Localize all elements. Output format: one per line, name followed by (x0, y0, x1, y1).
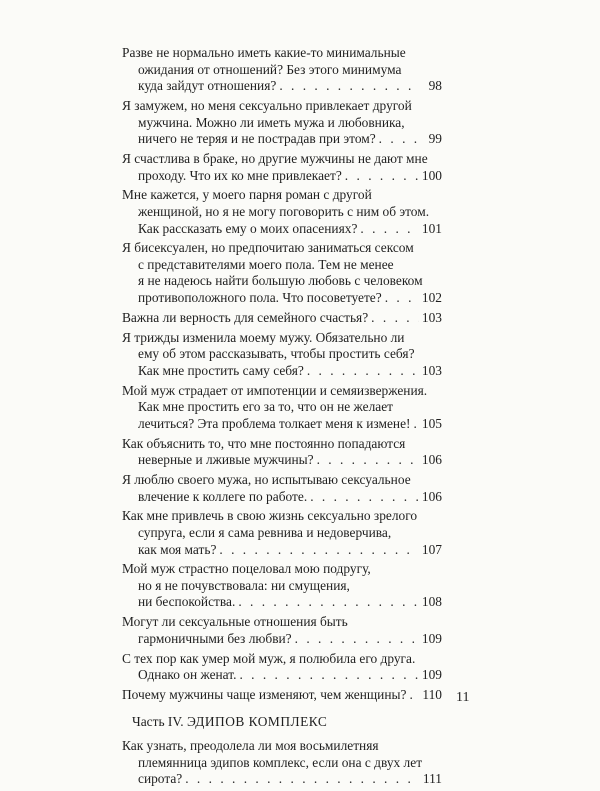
toc-page-number: 106 (421, 452, 442, 468)
toc-entry-text: Важна ли верность для семейного счастья? (122, 309, 369, 325)
toc-entry-line (122, 542, 442, 559)
toc-list (122, 45, 442, 704)
toc-page-number: 106 (421, 488, 442, 504)
toc-entry-text: Как мне простить саму себя? (138, 362, 304, 378)
toc-entry (122, 561, 442, 611)
toc-entry (122, 651, 442, 684)
toc-entry (122, 383, 442, 433)
toc-entry-line: Могут ли сексуальные отношения быть (122, 614, 348, 630)
toc-page-number: 102 (421, 290, 442, 306)
toc-entry-text: проходу. Что их ко мне привлекает? (138, 167, 342, 183)
toc-entry-line: Разве не нормально иметь какие-то минимальные (122, 45, 406, 60)
toc-entry-text: сирота? (138, 771, 183, 787)
toc-entry-line (122, 131, 442, 148)
toc-page-number: 101 (421, 220, 442, 236)
toc-entry-line: Как узнать, преодолела ли моя восьмилетняя (122, 738, 379, 754)
toc-entry-line (122, 290, 442, 307)
toc-entry-line (122, 416, 442, 433)
toc-entry-line (122, 221, 442, 238)
toc-page-number: 110 (422, 687, 442, 702)
toc-entry-text: противоположного пола. Что посоветуете? (138, 290, 382, 306)
toc-entry-line: Как объяснить то, что мне постоянно попадаются (122, 435, 406, 451)
toc-entry (122, 330, 442, 380)
dot-leader (219, 542, 419, 559)
toc-entry-line (122, 489, 442, 506)
toc-page-number: 111 (422, 771, 442, 787)
toc-entry-line (122, 667, 442, 684)
toc-entry-line: с представителями моего пола. Тем не менее (138, 256, 394, 272)
toc-entry-text: неверные и лживые мужчины? (138, 452, 314, 468)
dot-leader (238, 594, 419, 611)
dot-leader (409, 687, 419, 704)
toc-entry-line (122, 168, 442, 185)
toc-entry-line: племянница эдипов комплекс, если она с двух лет (138, 754, 423, 770)
toc-entry-line: ожидания от отношений? Без этого минимума (138, 61, 402, 77)
toc-entry-text: лечиться? Эта проблема толкает меня к измене! (138, 415, 411, 431)
toc-page-number: 107 (421, 541, 442, 557)
toc-entry-text: ни беспокойства. (138, 594, 236, 610)
toc-entry (122, 614, 442, 647)
toc-entry-line (122, 687, 442, 704)
toc-page-number: 103 (421, 309, 442, 325)
toc-entry-text: как моя мать? (138, 541, 217, 557)
toc-entry (122, 151, 442, 184)
toc-entry-line: но я не почувствовала: ни смущения, (138, 577, 350, 593)
toc-page-number: 100 (421, 167, 442, 183)
toc-entry-line: С тех пор как умер мой муж, я полюбила его друга. (122, 650, 416, 666)
dot-leader (279, 78, 419, 95)
toc-entry (122, 45, 442, 95)
toc-entry (122, 472, 442, 505)
toc-page-number: 109 (421, 667, 442, 683)
toc-entry-line: Я бисексуален, но предпочитаю заниматься сексом (122, 240, 414, 256)
toc-entry-line: Я люблю своего мужа, но испытываю сексуальное (122, 471, 411, 487)
toc-entry-line: Мне кажется, у моего парня роман с другой (122, 187, 372, 203)
dot-leader (295, 631, 419, 648)
toc-entry-line: мужчина. Можно ли иметь мужа и любовника, (138, 114, 405, 130)
page-number: 11 (456, 690, 470, 705)
part-heading (132, 714, 442, 731)
toc-entry (122, 98, 442, 148)
toc-page-number: 108 (421, 594, 442, 610)
part-heading-prefix: Часть IV. (132, 713, 184, 729)
dot-leader (385, 290, 419, 307)
toc-page-number: 105 (421, 415, 442, 431)
toc-entry-line: женщиной, но я не могу поговорить с ним об этом. (138, 203, 430, 219)
dot-leader (317, 452, 419, 469)
toc-entry-line: супруга, если я сама ревнива и недоверчива, (138, 524, 392, 540)
toc-entry-line: Как мне привлечь в свою жизнь сексуально зрелого (122, 508, 418, 524)
dot-leader (379, 131, 419, 148)
toc-entry-text: гармоничными без любви? (138, 630, 292, 646)
toc-page-number: 98 (428, 78, 442, 94)
toc-entry-text: Однако он женат. (138, 667, 237, 683)
toc-entry-text: ничего не теряя и не пострадав при этом? (138, 131, 376, 147)
toc-entry-line: ему об этом рассказывать, чтобы простить себя? (138, 346, 415, 362)
toc-entry-text: Почему мужчины чаще изменяют, чем женщины? (122, 687, 407, 702)
toc-entry-line (122, 310, 442, 327)
toc-list (122, 738, 442, 788)
dot-leader (371, 310, 419, 327)
dot-leader (414, 416, 419, 433)
toc-page-number: 99 (428, 131, 442, 147)
dot-leader (185, 771, 419, 788)
toc-entry (122, 187, 442, 237)
dot-leader (239, 667, 418, 684)
part-heading-title: ЭДИПОВ КОМПЛЕКС (187, 713, 328, 729)
dot-leader (310, 489, 419, 506)
toc-entry-line: Как мне простить его за то, что он не желает (138, 399, 393, 415)
toc-entry-text: влечение к коллеге по работе. (138, 488, 308, 504)
toc-entry-text: куда зайдут отношения? (138, 78, 277, 94)
toc-entry (122, 738, 442, 788)
dot-leader (360, 221, 419, 238)
toc-entry-line: Я трижды изменила моему мужу. Обязательно ли (122, 329, 405, 345)
toc-entry (122, 240, 442, 306)
table-of-contents (122, 45, 442, 791)
toc-entry-line (122, 594, 442, 611)
toc-entry (122, 436, 442, 469)
toc-entry-text: Как рассказать ему о моих опасениях? (138, 220, 358, 236)
toc-entry-line (122, 771, 442, 788)
toc-entry (122, 508, 442, 558)
toc-entry-line (122, 78, 442, 95)
toc-entry-line (122, 363, 442, 380)
toc-page-number: 109 (421, 630, 442, 646)
toc-page-number: 103 (421, 362, 442, 378)
dot-leader (345, 168, 419, 185)
toc-entry-line (122, 631, 442, 648)
toc-entry-line: я не надеюсь найти большую любовь с человеком (138, 273, 423, 289)
dot-leader (307, 363, 419, 380)
toc-entry (122, 310, 442, 327)
toc-entry-line: Мой муж страстно поцеловал мою подругу, (122, 561, 371, 577)
toc-entry-line: Я замужем, но меня сексуально привлекает другой (122, 97, 412, 113)
toc-entry-line (122, 452, 442, 469)
toc-entry (122, 687, 442, 704)
toc-entry-line: Я счастлива в браке, но другие мужчины не дают мне (122, 150, 428, 166)
toc-entry-line: Мой муж страдает от импотенции и семяизвержения. (122, 382, 428, 398)
